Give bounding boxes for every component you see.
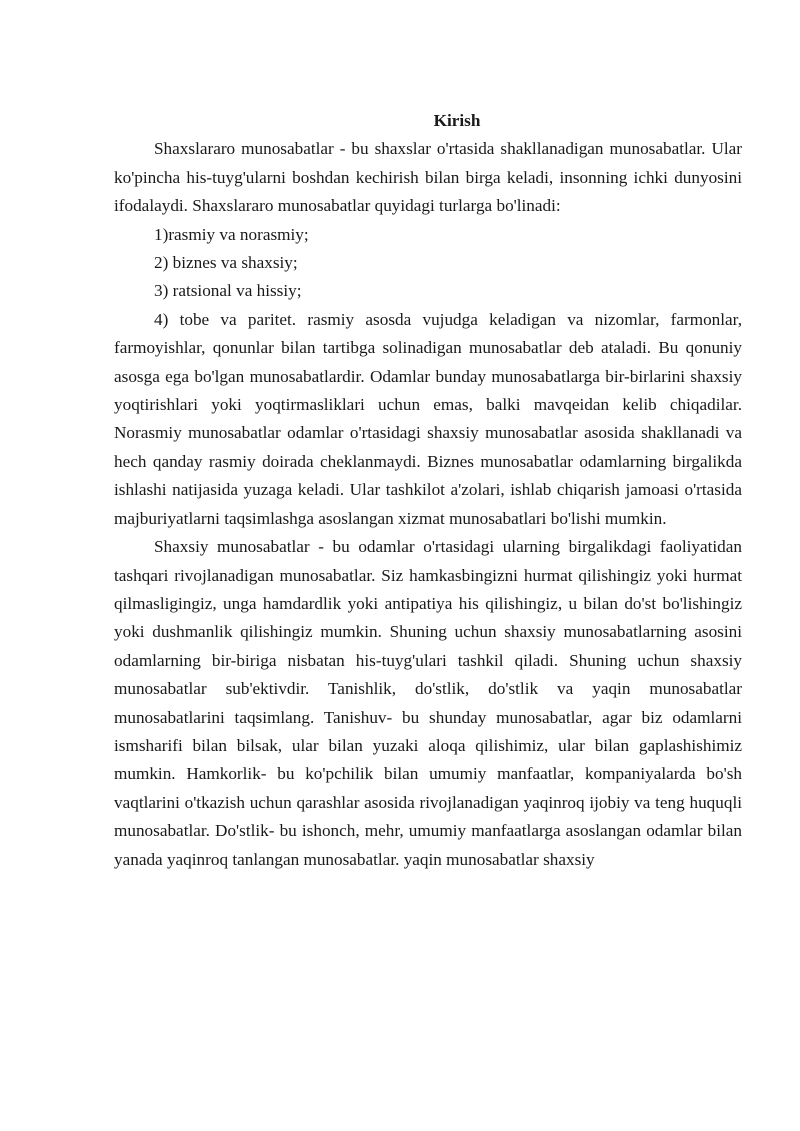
intro-paragraph: Shaxslararo munosabatlar - bu shaxslar o'rtasida shakllanadigan munosabatlar. Ular ko'pincha his-tuyg'ularni boshdan kechirish bilan birga keladi, insonning ichki dunyosini ifodalaydi. Shaxslararo munosabatlar quyidagi turlarga bo'linadi: [114, 139, 742, 216]
document-title: Kirish [433, 111, 481, 130]
list-item-2: 2) biznes va shaxsiy; [154, 253, 298, 273]
document-body [114, 107, 742, 874]
list-item-3: 3) ratsional va hissiy; [154, 281, 302, 301]
list-item-4-paragraph: 4) tobe va paritet. rasmiy asosda vujudga keladigan va nizomlar, farmonlar, farmoyishlar, qonunlar bilan tartibga solinadigan munosabatlar deb ataladi. Bu qonuniy asosga ega bo'lgan munosabatlardir. Odamlar bunday munosabatlarga bir-birlarini shaxsiy yoqtirishlari yoki yoqtirmasliklari uchun emas, balki mavqeidan kelib chiqadilar. Norasmiy munosabatlar odamlar o'rtasidagi shaxsiy munosabatlar asosida shakllanadi va hech qanday rasmiy doirada cheklanmaydi. Biznes munosabatlar odamlarning birgalikda ishlashi natijasida yuzaga keladi. Ular tashkilot a'zolari, ishlab chiqarish jamoasi o'rtasida majburiyatlarni taqsimlashga asoslangan xizmat munosabatlari bo'lishi mumkin. [114, 309, 742, 528]
list-item-1: 1)rasmiy va norasmiy; [154, 224, 309, 244]
personal-relations-paragraph: Shaxsiy munosabatlar - bu odamlar o'rtasidagi ularning birgalikdagi faoliyatidan tashqari rivojlanadigan munosabatlar. Siz hamkasbingizni hurmat qilishingiz yoki hurmat qilmasligingiz, unga hamdardlik yoki antipatiya his qilishingiz, u bilan do'st bo'lishingiz yoki dushmanlik qilishingiz mumkin. Shuning uchun shaxsiy munosabatlarning asosini odamlarning bir-biriga nisbatan his-tuyg'ulari tashkil qiladi. Shuning uchun shaxsiy munosabatlar sub'ektivdir. Tanishlik, do'stlik, do'stlik va yaqin munosabatlar munosabatlarini taqsimlang. Tanishuv- bu shunday munosabatlar, agar biz odamlarni ismsharifi bilan bilsak, ular bilan yuzaki aloqa qilishimiz, ular bilan gaplashishimiz mumkin. Hamkorlik- bu ko'pchilik bilan umumiy manfaatlar, kompaniyalarda bo'sh vaqtlarini o'tkazish uchun qarashlar asosida rivojlanadigan yaqinroq ijobiy va teng huquqli munosabatlar. Do'stlik- bu ishonch, mehr, umumiy manfaatlarga asoslangan odamlar bilan yanada yaqinroq tanlangan munosabatlar. yaqin munosabatlar shaxsiy [114, 537, 742, 869]
